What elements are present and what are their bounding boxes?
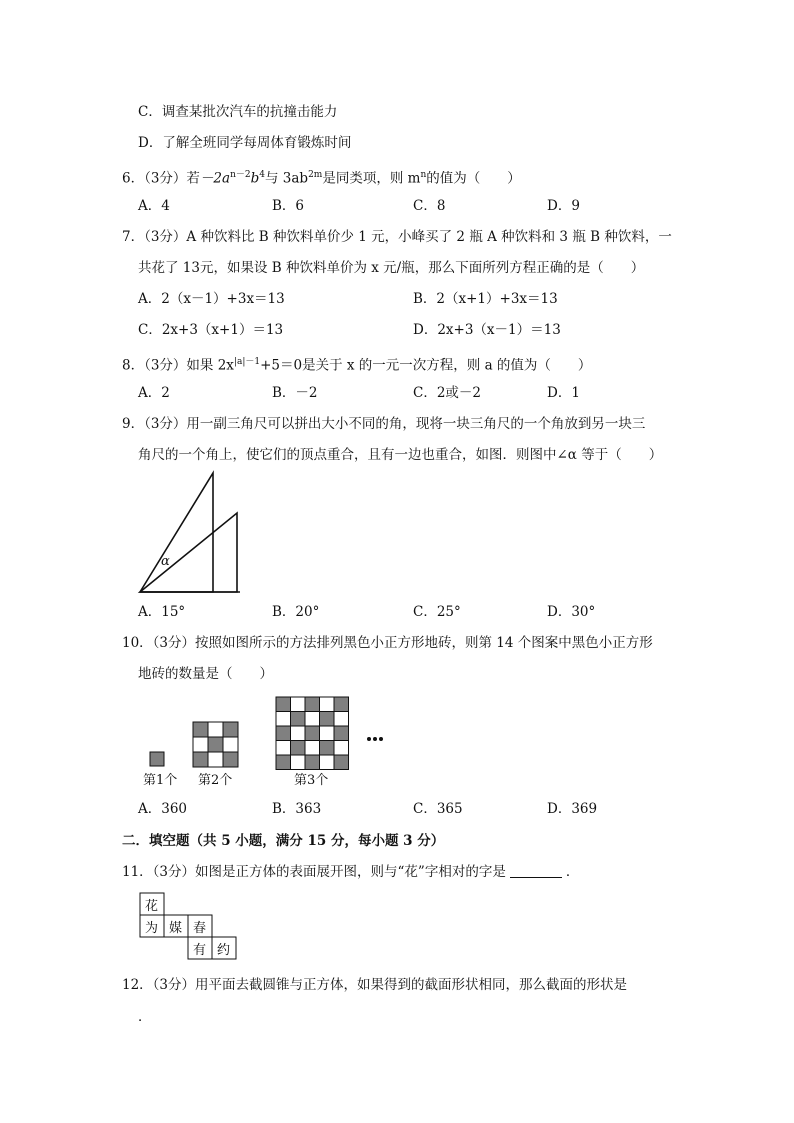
q6-expr2: b [250,170,260,187]
q6-number: 6．（3分）若 [122,170,200,187]
q7-option-b: B．2（x+1）+3x＝13 [413,291,558,307]
q6-end: 的值为（ ） [426,170,521,187]
q5-option-d: D．了解全班同学每周体育锻炼时间 [138,135,352,151]
net-cell-chun: 春 [193,921,207,936]
q12-stem-line2: ． [138,1009,152,1025]
q8-option-d: D．1 [547,385,580,401]
q10-stem-line2: 地砖的数量是（ ） [138,666,273,682]
q9-alpha-label: α [161,554,170,569]
q10-option-c: C．365 [413,801,463,817]
q10-stem-line1: 10．（3分）按照如图所示的方法排列黑色小正方形地砖，则第 14 个图案中黑色小正方形 [122,635,653,651]
q7-option-d: D．2x+3（x－1）＝13 [413,322,561,338]
q10-option-d: D．369 [547,801,598,817]
net-cell-hua: 花 [145,899,159,914]
q12-stem-line1: 12．（3分）用平面去截圆锥与正方体，如果得到的截面形状相同，那么截面的形状是 [122,977,628,993]
q8-option-a: A．2 [138,385,170,401]
q6-mid: 与 3ab [265,170,309,187]
q5-option-c: C．调查某批次汽车的抗撞击能力 [138,104,338,120]
q11-text: 11．（3分）如图是正方体的表面展开图，则与“花”字相对的字是 [122,864,506,880]
q7-stem-line2: 共花了 13元，如果设 B 种饮料单价为 x 元/瓶，那么下面所列方程正确的是（ ） [138,260,645,276]
q6-exp3: 2m [308,170,323,180]
q6-option-a: A．4 [138,198,170,214]
q9-option-d: D．30° [547,604,596,620]
q6-tail: 是同类项，则 m [322,170,421,187]
net-cell-you: 有 [193,943,207,958]
q8-option-b: B．－2 [272,385,318,401]
q6-expr1: －2a [199,170,231,187]
q6-exp1: n－2 [230,170,251,180]
q6-exp2: 4 [259,170,265,180]
q10-option-a: A．360 [138,801,188,817]
q9-option-b: B．20° [272,604,320,620]
q7-stem-line1: 7．（3分）A 种饮料比 B 种饮料单价少 1 元，小峰买了 2 瓶 A 种饮料和 3 瓶 B 种饮料，一 [122,229,672,245]
net-cell-yue: 约 [217,943,231,958]
q10-label-1: 第1个 [143,773,178,788]
q10-label-2: 第2个 [198,773,233,788]
q10-label-3: 第3个 [294,773,329,788]
net-cell-mei: 媒 [169,921,183,936]
q8-option-c: C．2或－2 [413,385,482,401]
q11-end: ． [565,864,580,880]
q9-option-a: A．15° [138,604,186,620]
q8-exp: |a|－1 [233,357,261,367]
net-cell-wei: 为 [145,921,159,936]
section-2-title: 二．填空题（共 5 小题，满分 15 分，每小题 3 分） [122,833,445,849]
q6-option-c: C．8 [413,198,446,214]
q7-option-a: A．2（x－1）+3x＝13 [138,291,285,307]
q8-pre: 8．（3分）如果 2x [122,357,234,374]
q6-exp4: n [420,170,427,180]
q9-option-c: C．25° [413,604,461,620]
q7-option-c: C．2x+3（x+1）＝13 [138,322,284,338]
q6-option-b: B．6 [272,198,305,214]
q9-stem-line2: 角尺的一个角上，使它们的顶点重合，且有一边也重合，如图．则图中∠α 等于（ ） [138,447,663,463]
q9-stem-line1: 9．（3分）用一副三角尺可以拼出大小不同的角，现将一块三角尺的一个角放到另一块三 [122,416,646,432]
q6-option-d: D．9 [547,198,580,214]
q8-post: +5＝0是关于 x 的一元一次方程，则 a 的值为（ ） [260,357,592,374]
q10-option-b: B．363 [272,801,322,817]
